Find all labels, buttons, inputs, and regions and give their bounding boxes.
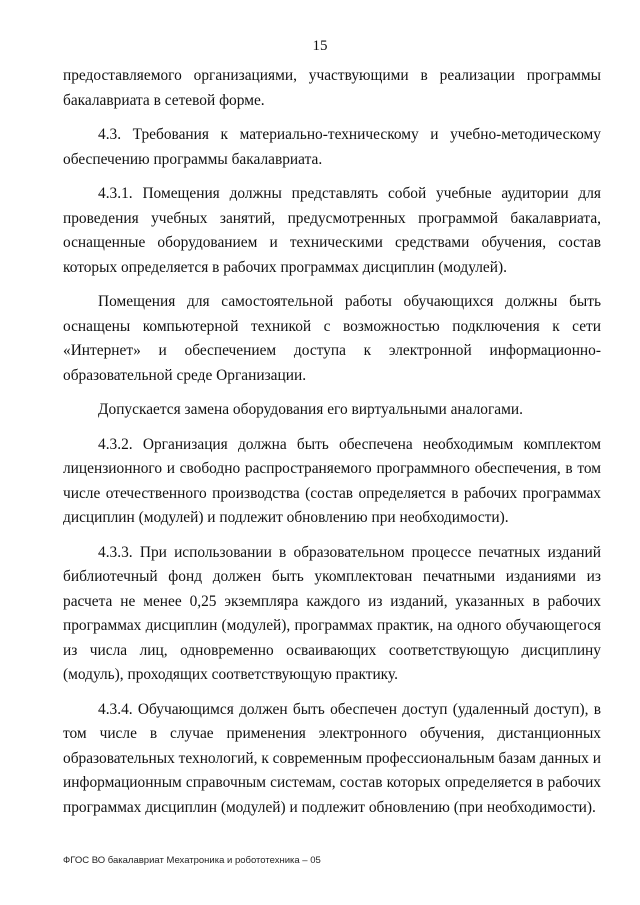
paragraph-section-4-3: 4.3. Требования к материально-техническому и учебно-методическому обеспечению программы бакалавриата. — [63, 126, 601, 168]
paragraph-4-3-3: 4.3.3. При использовании в образовательном процессе печатных изданий библиотечный фонд должен быть укомплектован печатными изданиями из расчета не менее 0,25 экземпляра каждого из изданий, указанных в рабочих программах дисциплин (модулей), программах практик, на одного обучающегося из числа лиц, одновременно осваивающих соответствующую дисциплину (модуль), проходящих соответствующую практику. — [63, 543, 601, 683]
paragraph-4-3-1: 4.3.1. Помещения должны представлять собой учебные аудитории для проведения учебных занятий, предусмотренных программой бакалавриата, оснащенные оборудованием и техническими средствами обучения, состав которых определяется в рабочих программах дисциплин (модулей). — [63, 185, 601, 276]
paragraph-virtual-analogs: Допускается замена оборудования его виртуальными аналогами. — [98, 401, 523, 418]
document-body — [63, 64, 601, 830]
paragraph-4-3-4: 4.3.4. Обучающимся должен быть обеспечен доступ (удаленный доступ), в том числе в случае применения электронного обучения, дистанционных образовательных технологий, к современным профессиональным базам данных и информационным справочным системам, состав которых определяется в рабочих программах дисциплин (модулей) и подлежит обновлению (при необходимости). — [63, 700, 601, 816]
paragraph-4-3-2: 4.3.2. Организация должна быть обеспечена необходимым комплектом лицензионного и свободно распространяемого программного обеспечения, в том числе отечественного производства (состав определяется в рабочих программах дисциплин (модулей) и подлежит обновлению при необходимости). — [63, 435, 601, 526]
page-number: 15 — [312, 38, 328, 54]
document-footer: ФГОС ВО бакалавриат Мехатроника и робототехника – 05 — [63, 855, 321, 866]
paragraph-continuation: предоставляемого организациями, участвующими в реализации программы бакалавриата в сетевой форме. — [63, 67, 601, 109]
paragraph-self-study-rooms: Помещения для самостоятельной работы обучающихся должны быть оснащены компьютерной техникой с возможностью подключения к сети «Интернет» и обеспечением доступа к электронной информационно-образовательной среде Организации. — [63, 293, 601, 384]
